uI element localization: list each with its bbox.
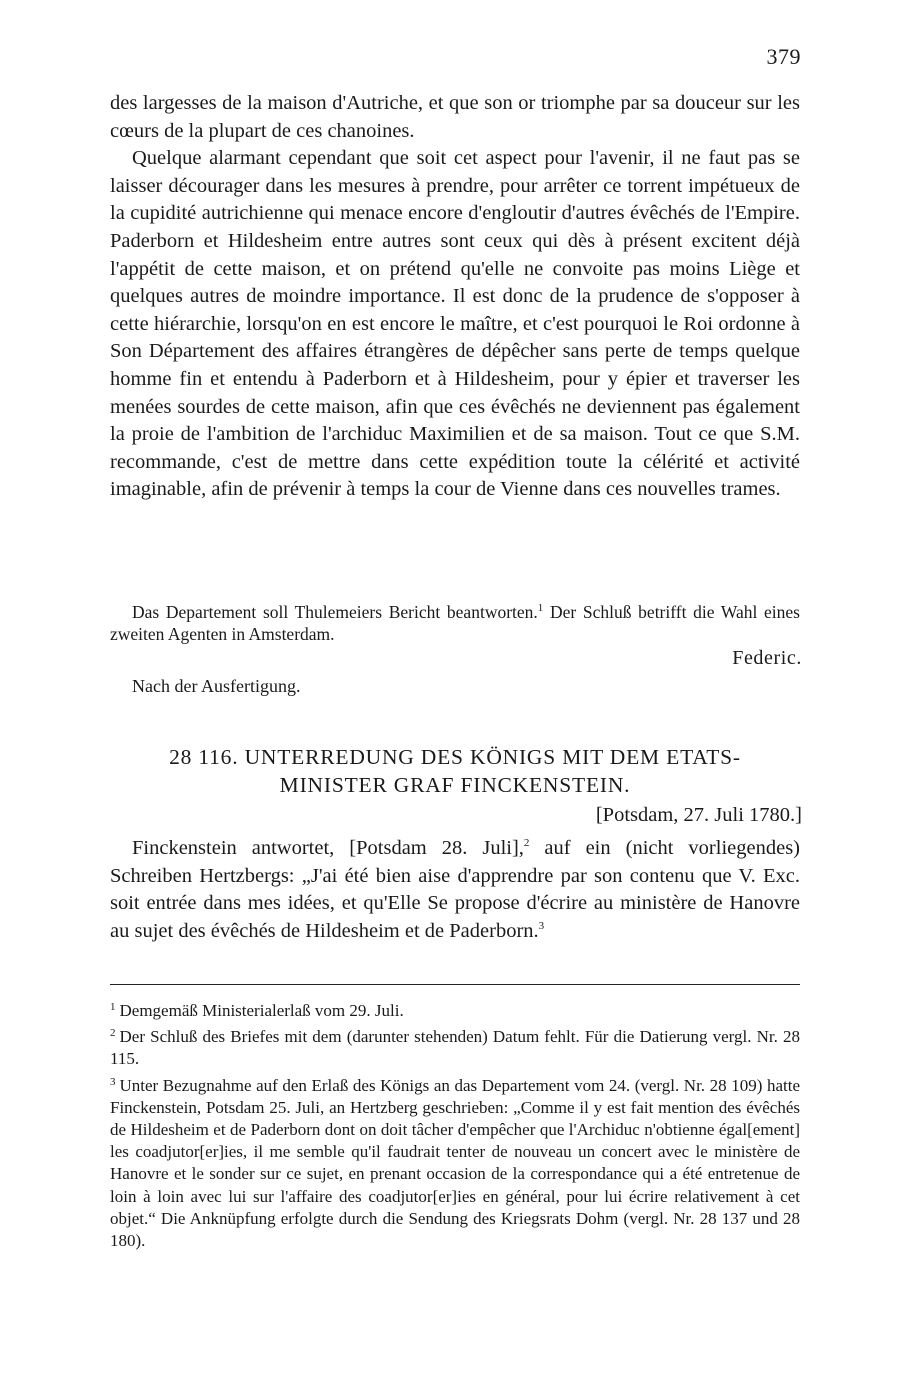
footnotes [110,996,800,1252]
footnote-text: Unter Bezugnahme auf den Erlaß des Königs an das Departement vom 24. (vergl. Nr. 28 109) hatte Finckenstein, Potsdam 25. Juli, an Hertzberg geschrieben: „Comme il y est fait mention des évêchés de Hildesheim et de Paderborn dont on doit tâcher d'empêcher que l'Archiduc n'obtienne égal[ement] les coadjutor[er]ies, il me semble qu'il faudrait tenter de nouveau un concert avec le ministère de Hanovre et le sonder sur ce sujet, en prenant occasion de la correspondance qui a été entretenue de loin à loin avec lui sur l'affaire des coadjutor[er]ies en général, pour lui écrire relativement à cet objet.“ Die Anknüpfung erfolgte durch die Sendung des Kriegsrats Dohm (vergl. Nr. 28 137 und 28 180). [110,1075,800,1251]
footnote-ref: 1 [537,602,544,615]
footnote [110,1022,800,1070]
paragraph-main: Quelque alarmant cependant que soit cet aspect pour l'avenir, il ne faut pas se laisser décourager dans les mesures à prendre, pour arrêter ce torrent impétueux de la cupidité autrichienne qui menace encore d'engloutir d'autres évêchés de l'Empire. Paderborn et Hildesheim entre autres sont ceux qui dès à présent excitent déjà l'appétit de cette maison, et on prétend qu'elle ne convoite pas moins Liège et quelques autres de moindre importance. Il est donc de la prudence de s'opposer à cette hiérarchie, lorsqu'on en est encore le maître, et c'est pourquoi le Roi ordonne à Son Département des affaires étrangères de dépêcher sans perte de temps quelque homme fin et entendu à Paderborn et à Hildesheim, pour y épier et traverser les menées sourdes de cette maison, afin que ces évêchés ne deviennent pas également la proie de l'ambition de l'archiduc Maximilien et de sa maison. Tout ce que S.M. recommande, c'est de mettre dans cette expédition toute la célérité et activité imaginable, afin de prévenir à temps la cour de Vienne dans ces nouvelles trames. [110,147,800,501]
paragraph-continuation: des largesses de la maison d'Autriche, et que son or triomphe par sa douceur sur les cœurs de la plupart de ces chanoines. [110,92,800,142]
footnote [110,1071,800,1253]
footnote-text: Demgemäß Ministerialerlaß vom 29. Juli. [119,1001,404,1020]
section-heading [110,743,800,799]
footnote-mark: 3 [110,1075,116,1088]
footnote-mark: 1 [110,1001,116,1013]
section-heading-line1: 28 116. UNTERREDUNG DES KÖNIGS MIT DEM ETATS- [169,745,741,769]
editorial-note-part1: Das Departement soll Thulemeiers Bericht beantworten. [132,602,538,622]
footnote [110,996,800,1022]
page-number: 379 [766,44,801,69]
editorial-note-text [110,601,800,645]
footnote-text: Der Schluß des Briefes mit dem (darunter stehenden) Datum fehlt. Für die Datierung vergl. Nr. 28 115. [110,1027,800,1069]
footnote-mark: 2 [110,1027,116,1040]
section-body-part2: auf ein (nicht vorliegendes) Schreiben Hertzbergs: „J'ai été bien aise d'apprendre par son contenu que V. Exc. soit entrée dans mes idées, et qu'Elle Se propose d'écrire au ministère de Hanovre au sujet des évêchés de Hildesheim et de Paderborn. [110,837,800,942]
section-heading-line2: MINISTER GRAF FINCKENSTEIN. [279,773,631,797]
footnote-ref: 2 [523,837,530,850]
section-body [110,835,800,945]
section-body-paragraph [110,835,800,945]
dateline: [Potsdam, 27. Juli 1780.] [595,804,802,826]
source-note-text: Nach der Ausfertigung. [132,676,301,696]
signature: Federic. [732,647,802,669]
source-note [110,675,800,697]
editorial-note [110,601,800,645]
footnote-ref: 3 [538,919,545,932]
section-body-part1: Finckenstein antwortet, [Potsdam 28. Juli], [132,837,524,859]
editorial-note-part2: Der Schluß betrifft die Wahl eines zweiten Agenten in Amsterdam. [110,602,800,644]
footnote-divider [110,984,800,985]
letter-body [110,90,800,504]
